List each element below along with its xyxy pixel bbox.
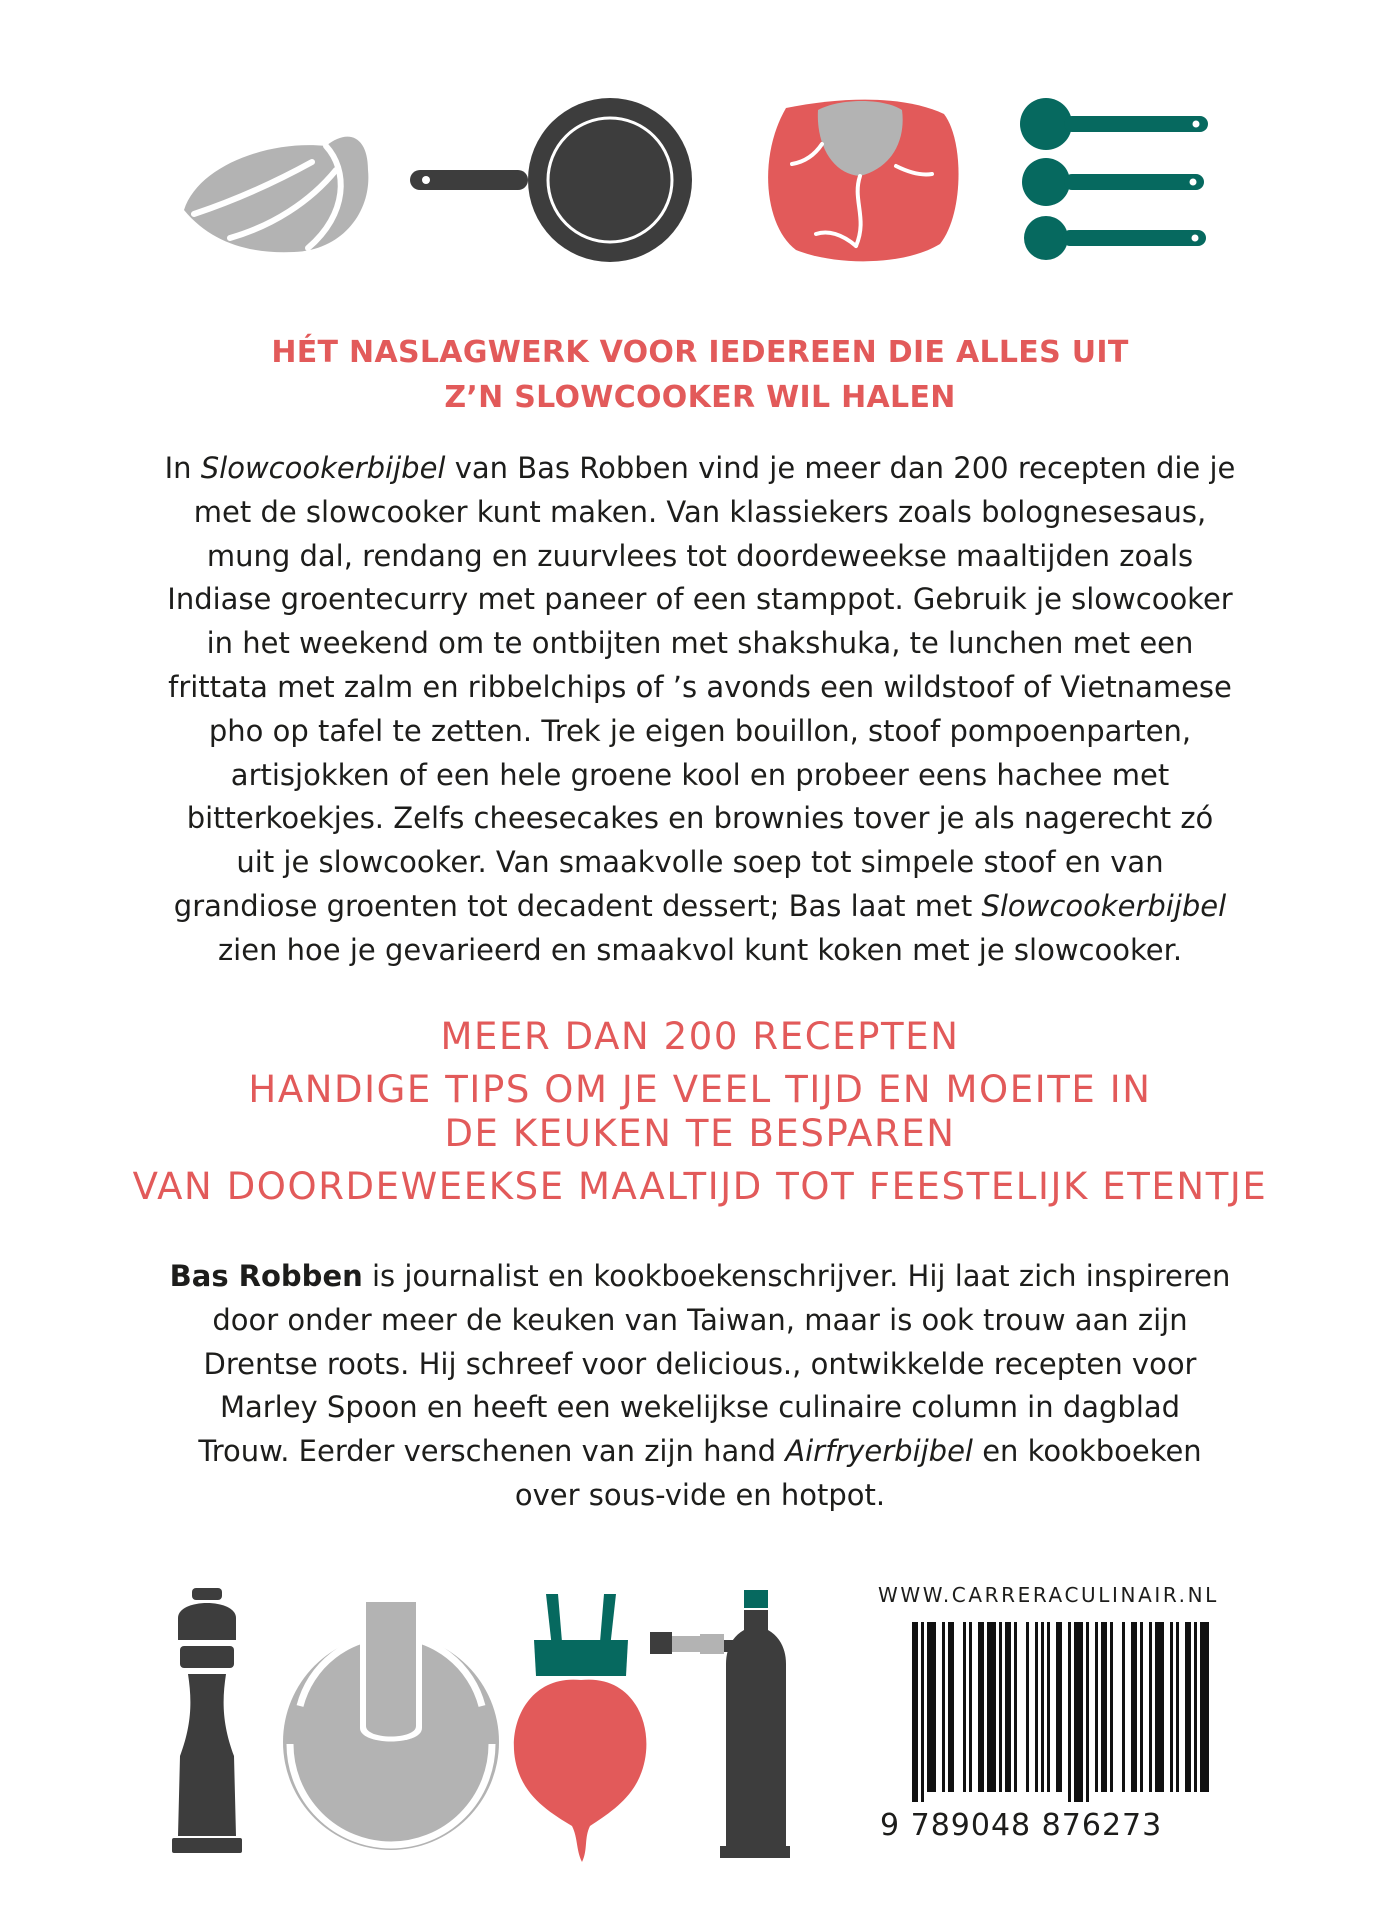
barcode-bar	[1026, 1622, 1029, 1792]
author-line	[120, 1255, 1280, 1299]
author-name: Bas Robben	[169, 1259, 363, 1293]
feature-item	[0, 1068, 1400, 1156]
barcode-bar	[1110, 1622, 1113, 1792]
intro-paragraph	[130, 447, 1270, 973]
barcode	[880, 1622, 1210, 1802]
feature-text: HANDIGE TIPS OM JE VEEL TIJD EN MOEITE IN	[248, 1068, 1152, 1111]
barcode-bar	[1200, 1622, 1209, 1792]
intro-text: van Bas Robben vind je meer dan 200 recepten die je	[445, 451, 1236, 485]
feature-item	[0, 1015, 1400, 1059]
barcode-bar	[1170, 1622, 1173, 1792]
barcode-bar	[1095, 1622, 1098, 1792]
barcode-bar	[963, 1622, 966, 1792]
barcode-bar	[1074, 1622, 1083, 1802]
barcode-bar	[978, 1622, 984, 1792]
tagline-line-1: HÉT NASLAGWERK VOOR IEDEREEN DIE ALLES UIT	[271, 335, 1129, 370]
barcode-bar	[1131, 1622, 1137, 1792]
feature-text: MEER DAN 200 RECEPTEN	[440, 1015, 960, 1058]
barcode-bar	[1155, 1622, 1164, 1792]
barcode-bar	[921, 1622, 924, 1802]
tagline	[0, 330, 1400, 420]
barcode-bar	[1056, 1622, 1062, 1792]
author-line	[120, 1430, 1280, 1474]
intro-line: pho op tafel te zetten. Trek je eigen bouillon, stoof pompoenparten,	[208, 713, 1192, 748]
barcode-bar	[1194, 1622, 1197, 1792]
barcode-bar	[987, 1622, 996, 1792]
intro-text: grandiose groenten tot decadent dessert; Bas laat met	[173, 888, 982, 923]
intro-line: bitterkoekjes. Zelfs cheesecakes en brownies tover je als nagerecht zó	[186, 801, 1214, 836]
tagline-line-2: Z’N SLOWCOOKER WIL HALEN	[444, 380, 956, 415]
barcode-bar	[1014, 1622, 1017, 1792]
barcode-bar	[1101, 1622, 1107, 1792]
intro-line	[130, 885, 1270, 929]
intro-line: artisjokken of een hele groene kool en probeer eens hachee met	[230, 757, 1170, 792]
feature-text: VAN DOORDEWEEKSE MAALTIJD TOT FEESTELIJK ETENTJE	[132, 1165, 1268, 1208]
author-text: is journalist en kookboekenschrijver. Hij laat zich inspireren	[362, 1259, 1231, 1293]
intro-line: Indiase groentecurry met paneer of een stamppot. Gebruik je slowcooker	[167, 582, 1233, 617]
barcode-bar	[999, 1622, 1002, 1792]
intro-line	[130, 447, 1270, 491]
barcode-bar	[1122, 1622, 1125, 1792]
intro-line: in het weekend om te ontbijten met shakshuka, te lunchen met een	[206, 626, 1194, 661]
meat-cut-icon	[756, 96, 966, 266]
beetroot-icon	[508, 1594, 654, 1862]
intro-line: frittata met zalm en ribbelchips of ’s avonds een wildstoof of Vietnamese	[168, 669, 1232, 704]
author-text: Trouw. Eerder verschenen van zijn hand	[198, 1434, 786, 1469]
barcode-bar	[927, 1622, 936, 1792]
feature-item	[0, 1165, 1400, 1209]
barcode-bar	[1176, 1622, 1179, 1792]
feature-text: DE KEUKEN TE BESPAREN	[444, 1112, 956, 1155]
barcode-bar	[1005, 1622, 1011, 1792]
barcode-bar	[1041, 1622, 1044, 1792]
barcode-bar	[969, 1622, 972, 1792]
barcode-bar	[1149, 1622, 1152, 1792]
author-line: Marley Spoon en heeft een wekelijkse culinaire column in dagblad	[219, 1390, 1181, 1425]
book-title: Slowcookerbijbel	[981, 888, 1227, 923]
author-line: Drentse roots. Hij schreef voor delicious., ontwikkelde recepten voor	[203, 1346, 1197, 1381]
frying-pan-icon	[408, 98, 708, 268]
barcode-bar	[912, 1622, 918, 1802]
intro-text: In	[164, 451, 201, 485]
isbn-digits: 9 789048 876273	[880, 1808, 1163, 1843]
feature-list	[0, 1015, 1400, 1218]
barcode-bar	[1140, 1622, 1143, 1792]
intro-line: met de slowcooker kunt maken. Van klassiekers zoals bolognesesaus,	[193, 494, 1207, 529]
intro-line: mung dal, rendang en zuurvlees tot doordeweekse maaltijden zoals	[206, 538, 1194, 573]
publisher-website: WWW.CARRERACULINAIR.NL	[878, 1583, 1219, 1607]
measuring-spoons-icon	[1010, 96, 1210, 266]
barcode-bar	[948, 1622, 954, 1792]
book-title: Airfryerbijbel	[785, 1434, 973, 1469]
pepper-mill-icon	[172, 1588, 242, 1853]
barcode-bar	[1035, 1622, 1038, 1792]
mortar-pestle-icon	[276, 1594, 506, 1856]
barcode-bar	[1068, 1622, 1071, 1802]
intro-line: uit je slowcooker. Van smaakvolle soep tot simpele stoof en van	[236, 845, 1164, 880]
author-line: over sous-vide en hotpot.	[514, 1477, 886, 1512]
author-line: door onder meer de keuken van Taiwan, maar is ook trouw aan zijn	[212, 1302, 1188, 1337]
author-bio	[120, 1255, 1280, 1518]
intro-line: zien hoe je gevarieerd en smaakvol kunt koken met je slowcooker.	[217, 932, 1183, 967]
barcode-bar	[1185, 1622, 1191, 1792]
barcode-bar	[1086, 1622, 1089, 1802]
blowtorch-icon	[650, 1590, 790, 1860]
garlic-icon	[176, 118, 376, 258]
barcode-bar	[1047, 1622, 1050, 1792]
barcode-bar	[942, 1622, 945, 1792]
book-title: Slowcookerbijbel	[200, 451, 446, 485]
author-text: en kookboeken	[973, 1434, 1202, 1469]
